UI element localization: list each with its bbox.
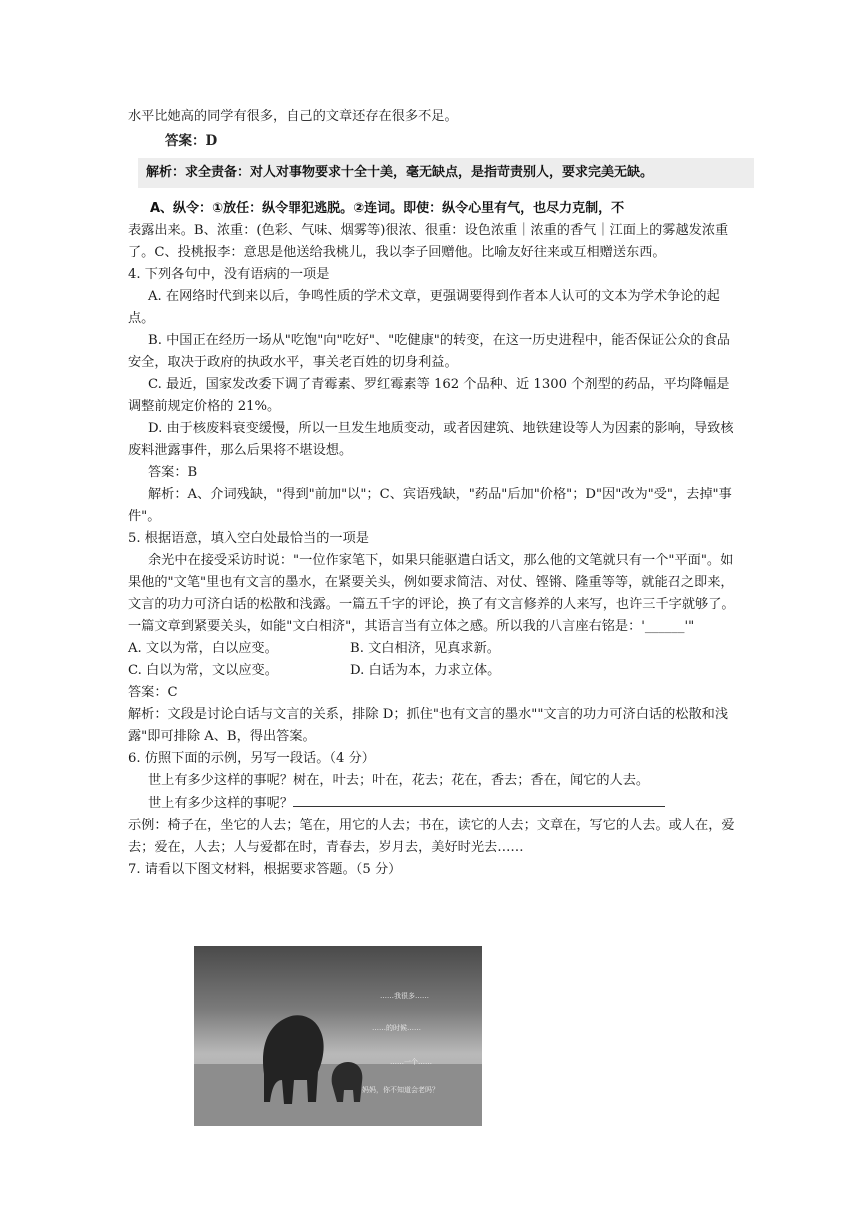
choice-row <box>128 660 738 682</box>
choice-row <box>128 638 738 660</box>
prompt-sentence: 世上有多少这样的事呢？树在，叶去；叶在，花去；花在，香去；香在，闻它的人去。 <box>148 773 650 788</box>
question-6: 6. 仿照下面的示例，另写一段话。（4 分） <box>128 751 375 766</box>
answer-blank[interactable] <box>293 792 665 807</box>
choice-c: C. 白以为常，文以应变。 <box>128 663 278 678</box>
fill-line <box>128 792 738 815</box>
explanation: 解析：文段是讨论白话与文言的关系，排除 D；抓住"也有文言的墨水""文言的功力可济白话的松散和浅露"即可排除 A、B，得出答案。 <box>128 707 729 744</box>
answer-line: 答案：D <box>165 133 218 149</box>
passage: 余光中在接受采访时说："一位作家笔下，如果只能驱遣白话文，那么他的文笔就只有一个"平面"。如果他的"文笔"里也有文言的墨水，在紧要关头，例如要求简洁、对仗、铿锵、隆重等等，就能召之即来，文言的功力可济白话的松散和浅露。一篇五千字的评论，换了有文言修养的人来写，也许三千字就够了。一篇文章到紧要关头，如能"文白相济"，其语言当有立体之感。所以我的八言座右铭是：'______'" <box>128 553 735 634</box>
option-c: C. 最近，国家发改委下调了青霉素、罗红霉素等 162 个品种、近 1300 个剂型的药品，平均降幅是调整前规定价格的 21%。 <box>128 377 730 414</box>
option-d: D. 由于核废料衰变缓慢，所以一旦发生地质变动，或者因建筑、地铁建设等人为因素的影响，导致核废料泄露事件，那么后果将不堪设想。 <box>128 421 734 458</box>
photo-caption-3: ……一个…… <box>390 1058 432 1066</box>
option-b: B. 中国正在经历一场从"吃饱"向"吃好"、"吃健康"的转变，在这一历史进程中，能否保证公众的食品安全，取决于政府的执政水平，事关老百姓的切身利益。 <box>128 333 730 370</box>
photo-caption-1: ……我很多…… <box>380 992 429 1000</box>
elephant-photo <box>194 946 482 1126</box>
question-7: 7. 请看以下图文材料，根据要求答题。（5 分） <box>128 862 402 877</box>
question-5: 5. 根据语意，填入空白处最恰当的一项是 <box>128 531 369 546</box>
text-line: 水平比她高的同学有很多，自己的文章还存在很多不足。 <box>128 109 458 124</box>
example-answer: 示例：椅子在，坐它的人去；笔在，用它的人去；书在，读它的人去；文章在，写它的人去。或人在，爱去；爱在，人去；人与爱都在时，青春去，岁月去，美好时光去…… <box>128 818 735 855</box>
option-a: A. 在网络时代到来以后，争鸣性质的学术文章，更强调要得到作者本人认可的文本为学术争论的起点。 <box>128 289 720 326</box>
answer-line: 答案：B <box>148 465 198 480</box>
prompt-prefix: 世上有多少这样的事呢？ <box>148 796 294 811</box>
answer-line: 答案：C <box>128 685 178 700</box>
choice-b: B. 文白相济，见真求新。 <box>350 641 500 656</box>
choice-d: D. 白话为本，力求立体。 <box>350 663 501 678</box>
document-body <box>128 106 738 881</box>
paragraph: 表露出来。B、浓重：(色彩、气味、烟雾等)很浓、很重：设色浓重｜浓重的香气｜江面上的雾越发浓重了。C、投桃报李：意思是他送给我桃儿，我以李子回赠他。比喻友好往来或互相赠送东西。 <box>128 223 729 260</box>
choice-a: A. 文以为常，白以应变。 <box>128 641 278 656</box>
question-4: 4. 下列各句中，没有语病的一项是 <box>128 267 330 282</box>
scanned-option-a: A、纵令：①放任：纵令罪犯逃脱。②连词。即使：纵令心里有气，也尽力克制，不 <box>150 201 625 216</box>
photo-caption-2: ……的时候…… <box>372 1024 421 1032</box>
scanned-explanation: 解析：求全责备：对人对事物要求十全十美，毫无缺点，是指苛责别人，要求完美无缺。 <box>138 158 754 188</box>
explanation: 解析：A、介词残缺，"得到"前加"以"；C、宾语残缺，"药品"后加"价格"；D"因"改为"受"，去掉"事件"。 <box>128 487 732 524</box>
photo-caption-4: 妈妈，你不知道会老吗？ <box>362 1086 439 1094</box>
